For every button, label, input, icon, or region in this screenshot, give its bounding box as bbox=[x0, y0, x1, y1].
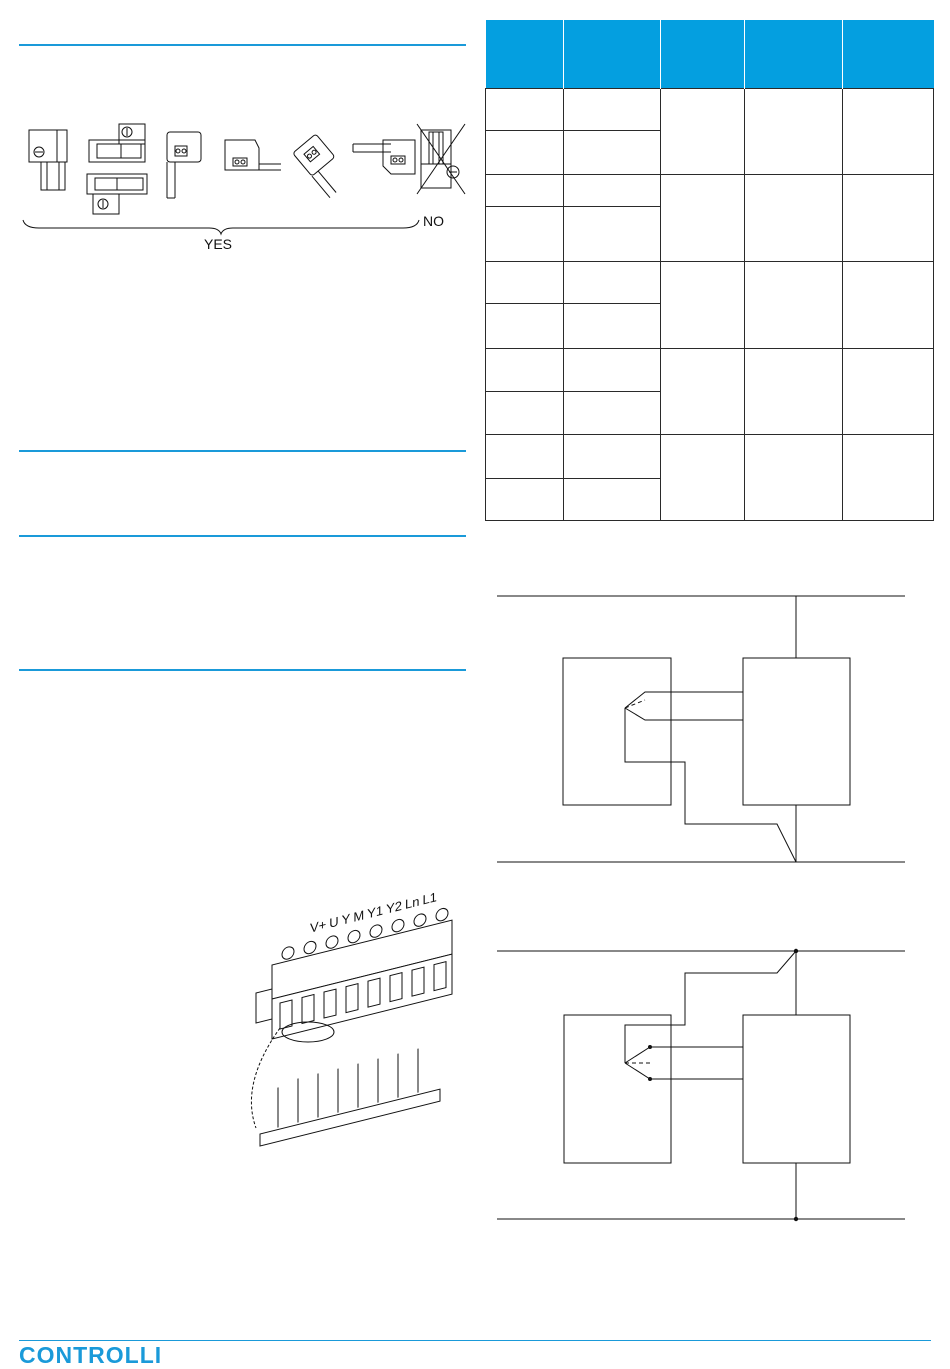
terminal-dot bbox=[648, 1045, 652, 1049]
table-header-cell bbox=[486, 20, 564, 88]
actuator-horizontal-upper-icon bbox=[89, 124, 145, 162]
junction-dot bbox=[794, 949, 798, 953]
table-header-cell bbox=[745, 20, 843, 88]
cross-out-icon bbox=[417, 124, 465, 194]
actuator-tilted-icon bbox=[293, 134, 353, 198]
terminal-label-y2: Y2 bbox=[386, 897, 402, 917]
junction-dot bbox=[794, 1217, 798, 1221]
table-header-cell bbox=[564, 20, 661, 88]
yes-brace bbox=[23, 220, 419, 234]
terminal-dot bbox=[648, 1077, 652, 1081]
table-header-cell bbox=[843, 20, 934, 88]
terminal-label-l1: L1 bbox=[422, 889, 437, 908]
footer-rule bbox=[19, 1340, 931, 1341]
table-row bbox=[486, 174, 934, 206]
actuator-horizontal-lower-icon bbox=[87, 174, 147, 214]
wiring-diagram-1 bbox=[495, 590, 907, 870]
spec-table bbox=[485, 20, 934, 521]
section-rule-2 bbox=[19, 450, 466, 452]
table-row bbox=[486, 348, 934, 391]
section-rule-3 bbox=[19, 535, 466, 537]
section-rule-4 bbox=[19, 669, 466, 671]
terminal-label-y1: Y1 bbox=[367, 902, 384, 922]
terminal-label-vplus: V+ bbox=[310, 916, 327, 936]
table-header-cell bbox=[661, 20, 745, 88]
table-header-row bbox=[486, 20, 934, 88]
actuator-box bbox=[743, 658, 850, 805]
controller-box bbox=[564, 1015, 671, 1163]
wiring-diagram-2 bbox=[495, 945, 907, 1227]
section-rule-mounting bbox=[19, 44, 466, 46]
actuator-inverted-icon bbox=[353, 140, 415, 174]
yes-label: YES bbox=[204, 236, 233, 252]
actuator-vertical-icon bbox=[29, 130, 67, 190]
brand-logo: CONTROLLI bbox=[19, 1342, 163, 1368]
no-label: NO bbox=[423, 213, 444, 229]
actuator-box bbox=[743, 1015, 850, 1163]
table-row bbox=[486, 434, 934, 478]
terminal-label-m: M bbox=[353, 907, 365, 925]
actuator-side-icon bbox=[167, 132, 201, 198]
terminal-block-illustration bbox=[236, 888, 462, 1154]
table-row bbox=[486, 261, 934, 303]
mounting-positions-figure bbox=[19, 118, 469, 258]
terminal-label-y: Y bbox=[341, 910, 351, 928]
controller-box bbox=[563, 658, 671, 805]
terminal-label-ln: Ln bbox=[404, 893, 420, 913]
terminal-label-u: U bbox=[329, 913, 339, 931]
table-row bbox=[486, 88, 934, 130]
actuator-upright-icon bbox=[225, 140, 281, 170]
